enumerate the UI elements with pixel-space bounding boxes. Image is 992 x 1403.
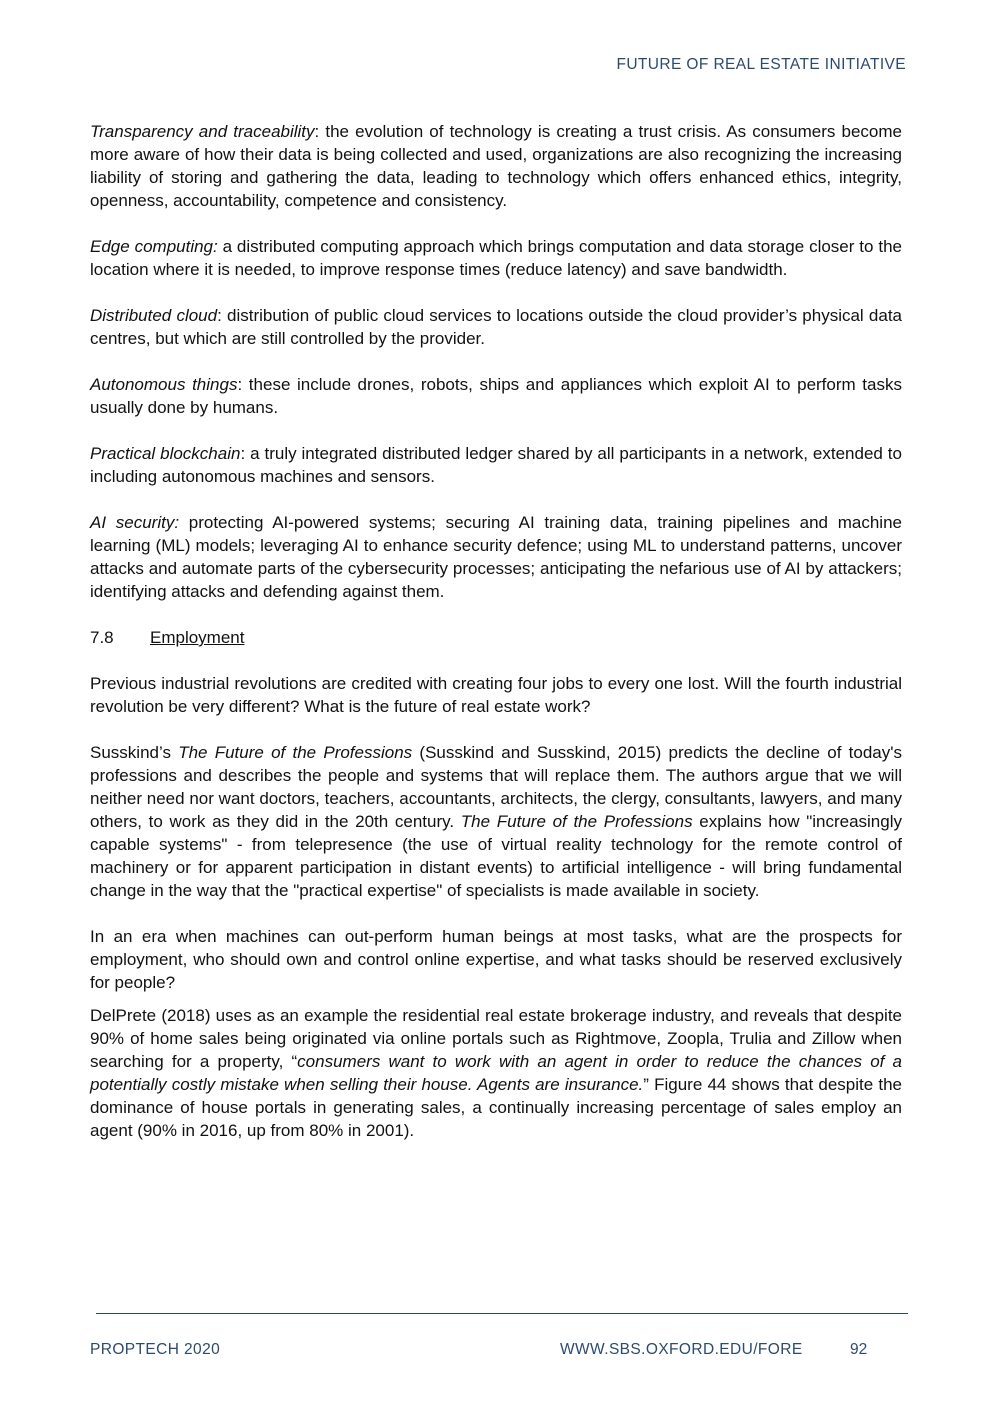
- running-header: FUTURE OF REAL ESTATE INITIATIVE: [616, 56, 906, 73]
- paragraph-autonomous-things: [90, 373, 902, 419]
- text-run: ” Figure 44 shows that despite the dominance of house portals in generating sales, a continually increasing percentage of sales employ an agent (90% in 2016, up from 80% in 2001).: [90, 1075, 902, 1140]
- paragraph-transparency: [90, 120, 902, 212]
- section-heading: [90, 626, 902, 649]
- term: Distributed cloud: [90, 306, 218, 325]
- paragraph-delprete: [90, 1004, 902, 1142]
- definition: : a truly integrated distributed ledger shared by all participants in a network, extended to including autonomous machines and sensors.: [90, 444, 902, 486]
- paragraph-practical-blockchain: [90, 442, 902, 488]
- term: Edge computing:: [90, 237, 218, 256]
- document-body: [90, 120, 902, 1165]
- definition: a distributed computing approach which brings computation and data storage closer to the location where it is needed, to improve response times (reduce latency) and save bandwidth.: [90, 237, 902, 279]
- definition: : the evolution of technology is creating a trust crisis. As consumers become more aware of how their data is being collected and used, organizations are also recognizing the increasing liability of storing and gathering the data, leading to technology which offers enhanced ethics, integrity, openness, accountability, competence and consistency.: [90, 122, 902, 210]
- section-number: 7.8: [90, 628, 114, 647]
- text-run: (Susskind and Susskind, 2015) predicts the decline of today's professions and describes the people and systems that will replace them. The authors argue that we will neither need nor want doctors, teachers, accountants, architects, the clergy, consultants, lawyers, and many others, to work as they did in the 20th century.: [90, 743, 902, 831]
- text-run: explains how "increasingly capable systems" - from telepresence (the use of virtual reality technology for the remote control of machinery or for apparent participation in distant events) to artificial intelligence - will bring fundamental change in the way that the "practical expertise" of specialists is made available in society.: [90, 812, 902, 900]
- term: AI security:: [90, 513, 180, 532]
- term: Practical blockchain: [90, 444, 241, 463]
- footer-url: WWW.SBS.OXFORD.EDU/FORE: [560, 1341, 803, 1358]
- text-run: Susskind’s: [90, 743, 179, 762]
- definition: protecting AI-powered systems; securing AI training data, training pipelines and machine learning (ML) models; leveraging AI to enhance security defence; using ML to understand patterns, uncover attacks and automate parts of the cybersecurity processes; anticipating the nefarious use of AI by attackers; identifying attacks and defending against them.: [90, 513, 902, 601]
- term: Autonomous things: [90, 375, 238, 394]
- term: Transparency and traceability: [90, 122, 315, 141]
- quote: consumers want to work with an agent in order to reduce the chances of a potentially costly mistake when selling their house. Agents are insurance.: [90, 1052, 902, 1094]
- section-title: Employment: [150, 628, 245, 647]
- definition: : distribution of public cloud services to locations outside the cloud provider’s physical data centres, but which are still controlled by the provider.: [90, 306, 902, 348]
- paragraph-distributed-cloud: [90, 304, 902, 350]
- book-title: The Future of the Professions: [178, 743, 413, 762]
- paragraph-intro: Previous industrial revolutions are credited with creating four jobs to every one lost. Will the fourth industrial revolution be very different? What is the future of real estate work?: [90, 674, 902, 716]
- paragraph-era: In an era when machines can out-perform human beings at most tasks, what are the prospects for employment, who should own and control online expertise, and what tasks should be reserved exclusively for people?: [90, 927, 902, 992]
- book-title: The Future of the Professions: [460, 812, 693, 831]
- paragraph-edge-computing: [90, 235, 902, 281]
- paragraph-ai-security: [90, 511, 902, 603]
- page-number: 92: [850, 1341, 868, 1358]
- definition: : these include drones, robots, ships and appliances which exploit AI to perform tasks usually done by humans.: [90, 375, 902, 417]
- text-run: DelPrete (2018) uses as an example the residential real estate brokerage industry, and reveals that despite 90% of home sales being originated via online portals such as Rightmove, Zoopla, Trulia and Zillow when searching for a property, “: [90, 1006, 902, 1071]
- footer-divider: [96, 1313, 908, 1314]
- footer-publication: PROPTECH 2020: [90, 1341, 221, 1358]
- paragraph-susskind: [90, 741, 902, 902]
